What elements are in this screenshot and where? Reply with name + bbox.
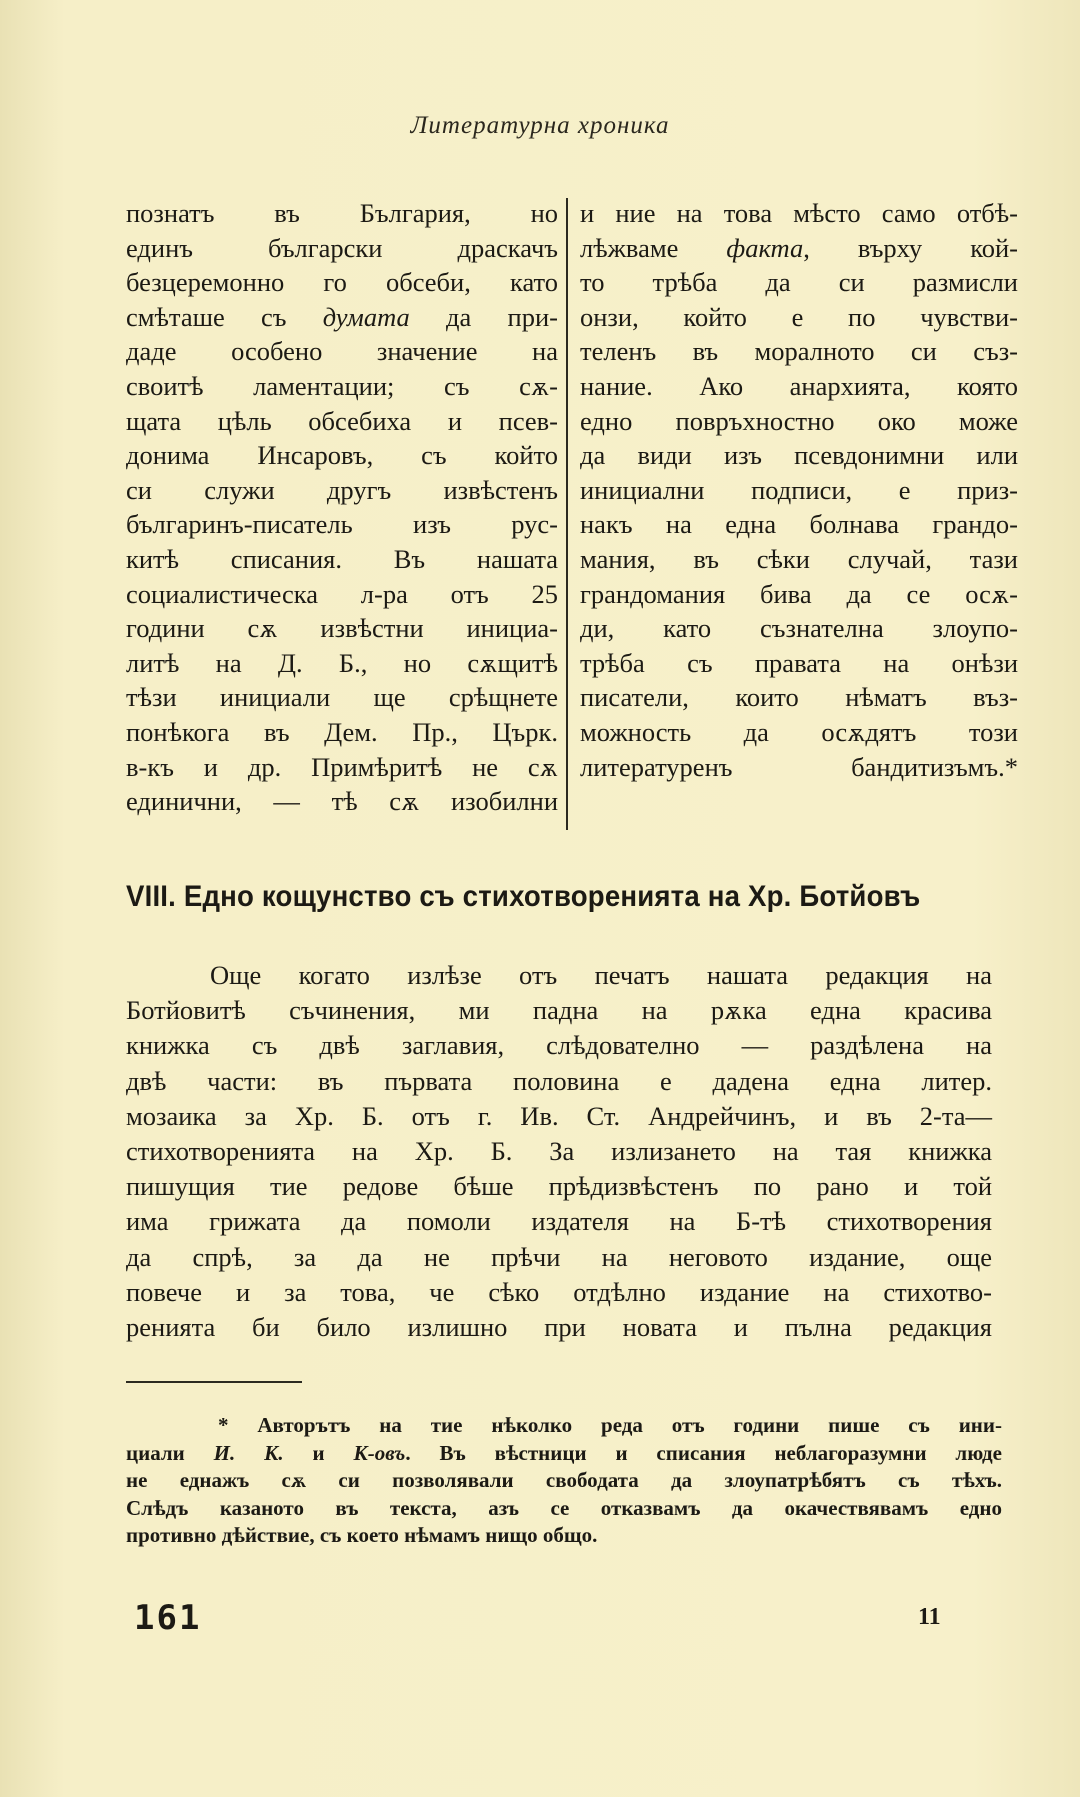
- footnote-line: циали И. К. и К-овъ. Въ вѣстници и списания неблагоразумни люде: [126, 1440, 1003, 1465]
- left-column-line: си служи другъ извѣстенъ: [126, 474, 558, 505]
- right-column-line: да види изъ псевдонимни или: [580, 440, 1018, 471]
- section-heading: VIII. Едно кощунство съ стихотворенията на Хр. Ботйовъ: [126, 880, 921, 913]
- right-column-line: едно повръхностно око може: [580, 405, 1018, 436]
- left-column-line: години сѫ извѣстни инициа-: [126, 613, 558, 644]
- right-column-line: теленъ въ моралното си съз-: [580, 336, 1018, 367]
- body-line: има грижата да помоли издателя на Б-тѣ стихотворения: [126, 1206, 992, 1237]
- body-line: Ботйовитѣ съчинения, ми падна на рѫка една красива: [126, 995, 992, 1026]
- left-column-line: тѣзи инициали ще срѣщнете: [126, 682, 558, 713]
- right-column-line: литературенъ бандитизъмъ.*: [580, 751, 1018, 782]
- footnote-line: не еднажъ сѫ си позволявали свободата да злоупатрѣбятъ съ тѣхъ.: [126, 1468, 1002, 1493]
- body-line: стихотворенията на Хр. Б. За излизането на тая книжка: [126, 1136, 992, 1167]
- left-column-line: единични, — тѣ сѫ изобилни: [126, 786, 558, 817]
- body-text: [126, 958, 992, 1345]
- left-column-line: безцеремонно го обсеби, като: [126, 267, 558, 298]
- right-column-line: инициални подписи, е приз-: [580, 474, 1018, 505]
- left-column-line: донима Инсаровъ, съ който: [126, 440, 558, 471]
- left-column-line: понѣкога въ Дем. Пр., Църк.: [126, 716, 558, 747]
- running-head: Литературна хроника: [410, 112, 670, 139]
- body-line: ренията би било излишно при новата и пълна редакция: [126, 1312, 992, 1343]
- left-column-line: своитѣ ламентации; съ сѫ-: [126, 370, 558, 401]
- right-column-line: писатели, които нѣматъ въз-: [580, 682, 1018, 713]
- left-column-line: смѣташе съ думата да при-: [126, 301, 558, 332]
- footnote-line: Слѣдъ казаното въ текста, азъ се отказвамъ да окачествявамъ едно: [126, 1495, 1002, 1520]
- left-column-line: познатъ въ България, но: [126, 198, 558, 228]
- right-column-line: накъ на една болнава грандо-: [580, 509, 1018, 540]
- body-line: повече и за това, че сѣко отдѣлно издание на стихотво-: [126, 1276, 992, 1307]
- footnote: [126, 1412, 1002, 1550]
- left-column-line: литѣ на Д. Б., но сѫщитѣ: [126, 647, 558, 678]
- footnote-line: противно дѣйствие, съ което нѣмамъ нищо общо.: [126, 1523, 598, 1548]
- body-line: двѣ части: въ първата половина е дадена една литер.: [126, 1065, 992, 1096]
- right-column-line: онзи, който е по чувстви-: [580, 301, 1018, 332]
- left-column: [126, 196, 558, 819]
- footnote-rule: [126, 1381, 302, 1383]
- column-divider: [566, 198, 568, 830]
- left-column-line: щата цѣль обсебиха и псев-: [126, 405, 558, 436]
- signature-mark: 11: [918, 1604, 941, 1630]
- body-line: книжка съ двѣ заглавия, слѣдователно — раздѣлена на: [126, 1030, 992, 1061]
- right-column-line: можность да осѫдятъ този: [580, 716, 1018, 747]
- right-column-line: трѣба съ правата на онѣзи: [580, 647, 1018, 678]
- left-column-line: социалистическа л-ра отъ 25: [126, 578, 558, 609]
- body-line: пишущия тие редове бѣше прѣдизвѣстенъ по рано и той: [126, 1171, 992, 1202]
- left-column-line: в-къ и др. Примѣритѣ не сѫ: [126, 751, 558, 782]
- right-column-line: мания, въ сѣки случай, тази: [580, 543, 1018, 574]
- body-line: мозаика за Хр. Б. отъ г. Ив. Ст. Андрейчинъ, и въ 2-та—: [126, 1100, 992, 1131]
- page-number: 161: [134, 1598, 202, 1638]
- right-column: [580, 196, 1018, 784]
- left-column-line: даде особено значение на: [126, 336, 558, 367]
- body-line: да спрѣ, за да не прѣчи на неговото издание, още: [126, 1241, 992, 1272]
- right-column-line: нание. Ако анархията, която: [580, 370, 1018, 401]
- right-column-line: ди, като съзнателна злоупо-: [580, 613, 1018, 644]
- left-column-line: единъ български драскачъ: [126, 232, 558, 263]
- footnote-line: * Авторътъ на тие нѣколко реда отъ години пише съ ини-: [218, 1413, 1002, 1437]
- body-line: Още когато излѣзе отъ печатъ нашата редакция на: [210, 960, 992, 990]
- right-column-line: и ние на това мѣсто само отбѣ-: [580, 198, 1018, 228]
- right-column-line: лѣжваме факта, върху кой-: [580, 232, 1018, 263]
- right-column-line: грандомания бива да се осѫ-: [580, 578, 1018, 609]
- right-column-line: то трѣба да си размисли: [580, 267, 1018, 298]
- left-column-line: китѣ списания. Въ нашата: [126, 543, 558, 574]
- left-column-line: българинъ-писатель изъ рус-: [126, 509, 558, 540]
